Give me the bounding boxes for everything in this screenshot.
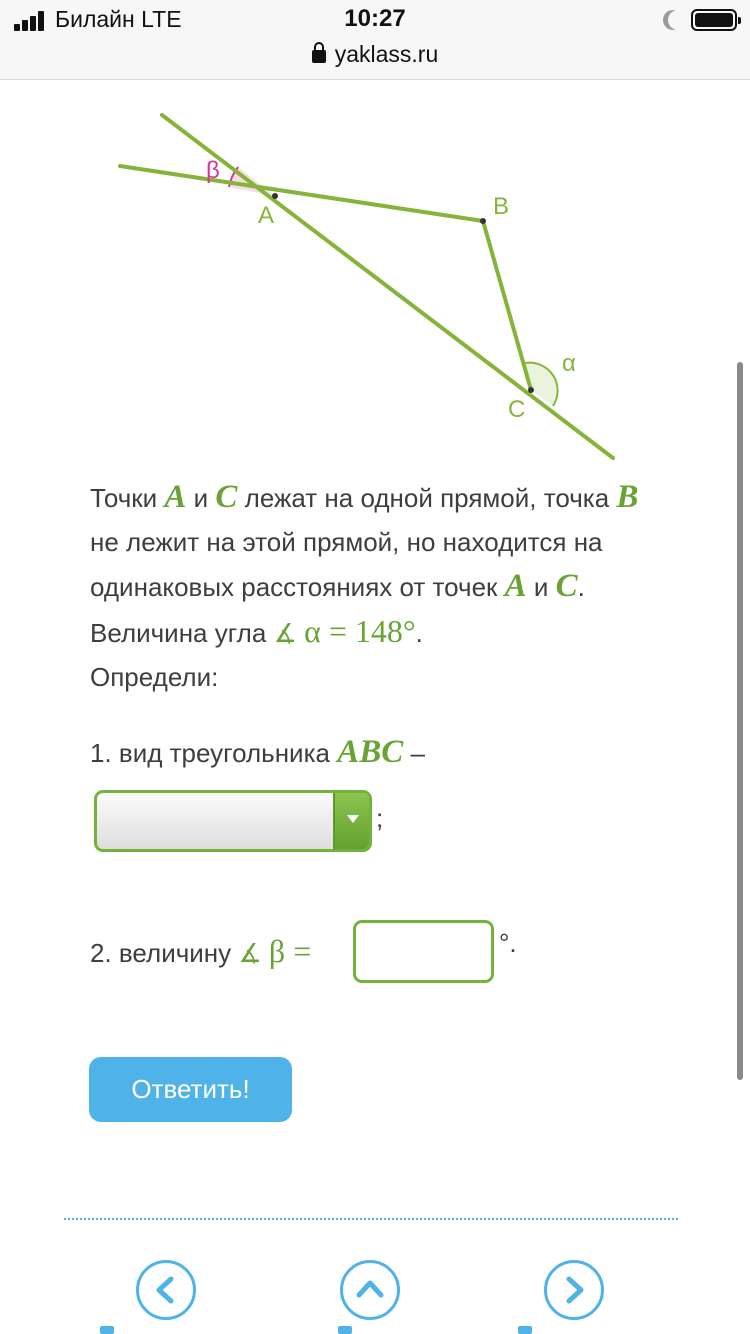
nav-label-fragment <box>100 1326 114 1334</box>
label-b: B <box>493 193 510 220</box>
carrier-label: Билайн LTE <box>55 6 182 32</box>
degree-suffix: °. <box>499 928 517 958</box>
chevron-left-icon[interactable] <box>136 1260 196 1320</box>
geometry-figure <box>0 80 750 480</box>
label-alpha: α <box>562 350 576 377</box>
var-a: A <box>164 479 187 515</box>
angle-symbol: ∡ <box>273 618 297 648</box>
line-ac <box>162 115 613 458</box>
browser-status-bar <box>0 0 750 80</box>
triangle-type-select[interactable] <box>94 790 372 852</box>
do-not-disturb-icon <box>668 10 688 30</box>
address-bar[interactable] <box>0 41 750 68</box>
label-c: C <box>508 396 526 423</box>
semicolon: ; <box>376 803 384 833</box>
var-a: A <box>504 568 527 604</box>
var-b: B <box>616 479 639 515</box>
beta-value-input[interactable] <box>353 920 494 983</box>
nav-label-fragment <box>338 1326 352 1334</box>
chevron-right-icon[interactable] <box>544 1260 604 1320</box>
angle-symbol: ∡ <box>238 938 262 968</box>
question-2: 2. величину ∡ β = <box>90 933 312 969</box>
determine-label: Определи: <box>90 662 219 692</box>
url-text: yaklass.ru <box>334 41 439 67</box>
beta-label: β = <box>268 933 312 969</box>
line-ab <box>120 166 483 221</box>
question-1: 1. вид треугольника ABC – <box>90 734 425 770</box>
triangle-name: ABC <box>337 734 404 770</box>
var-c: C <box>555 568 578 604</box>
label-a: A <box>258 202 275 229</box>
chevron-up-icon[interactable] <box>340 1260 400 1320</box>
point-b-dot <box>480 218 486 224</box>
submit-button[interactable]: Ответить! <box>89 1057 292 1122</box>
chevron-down-icon[interactable] <box>333 793 369 849</box>
point-c-dot <box>528 387 534 393</box>
point-a-dot <box>272 193 278 199</box>
nav-label-fragment <box>518 1326 532 1334</box>
battery-icon <box>691 9 737 31</box>
scrollbar[interactable] <box>737 362 743 1080</box>
lock-icon <box>312 50 326 63</box>
alpha-value: α = 148° <box>304 613 416 649</box>
divider <box>64 1218 678 1220</box>
clock: 10:27 <box>344 5 406 32</box>
label-beta: β <box>206 157 220 184</box>
problem-statement: Точки A и C лежат на одной прямой, точка B не лежит на этой прямой, но находится на одинаковых расстояниях от точек A и C. Величина угла ∡ α = 148°. Определи: <box>90 475 650 699</box>
var-c: C <box>215 479 238 515</box>
